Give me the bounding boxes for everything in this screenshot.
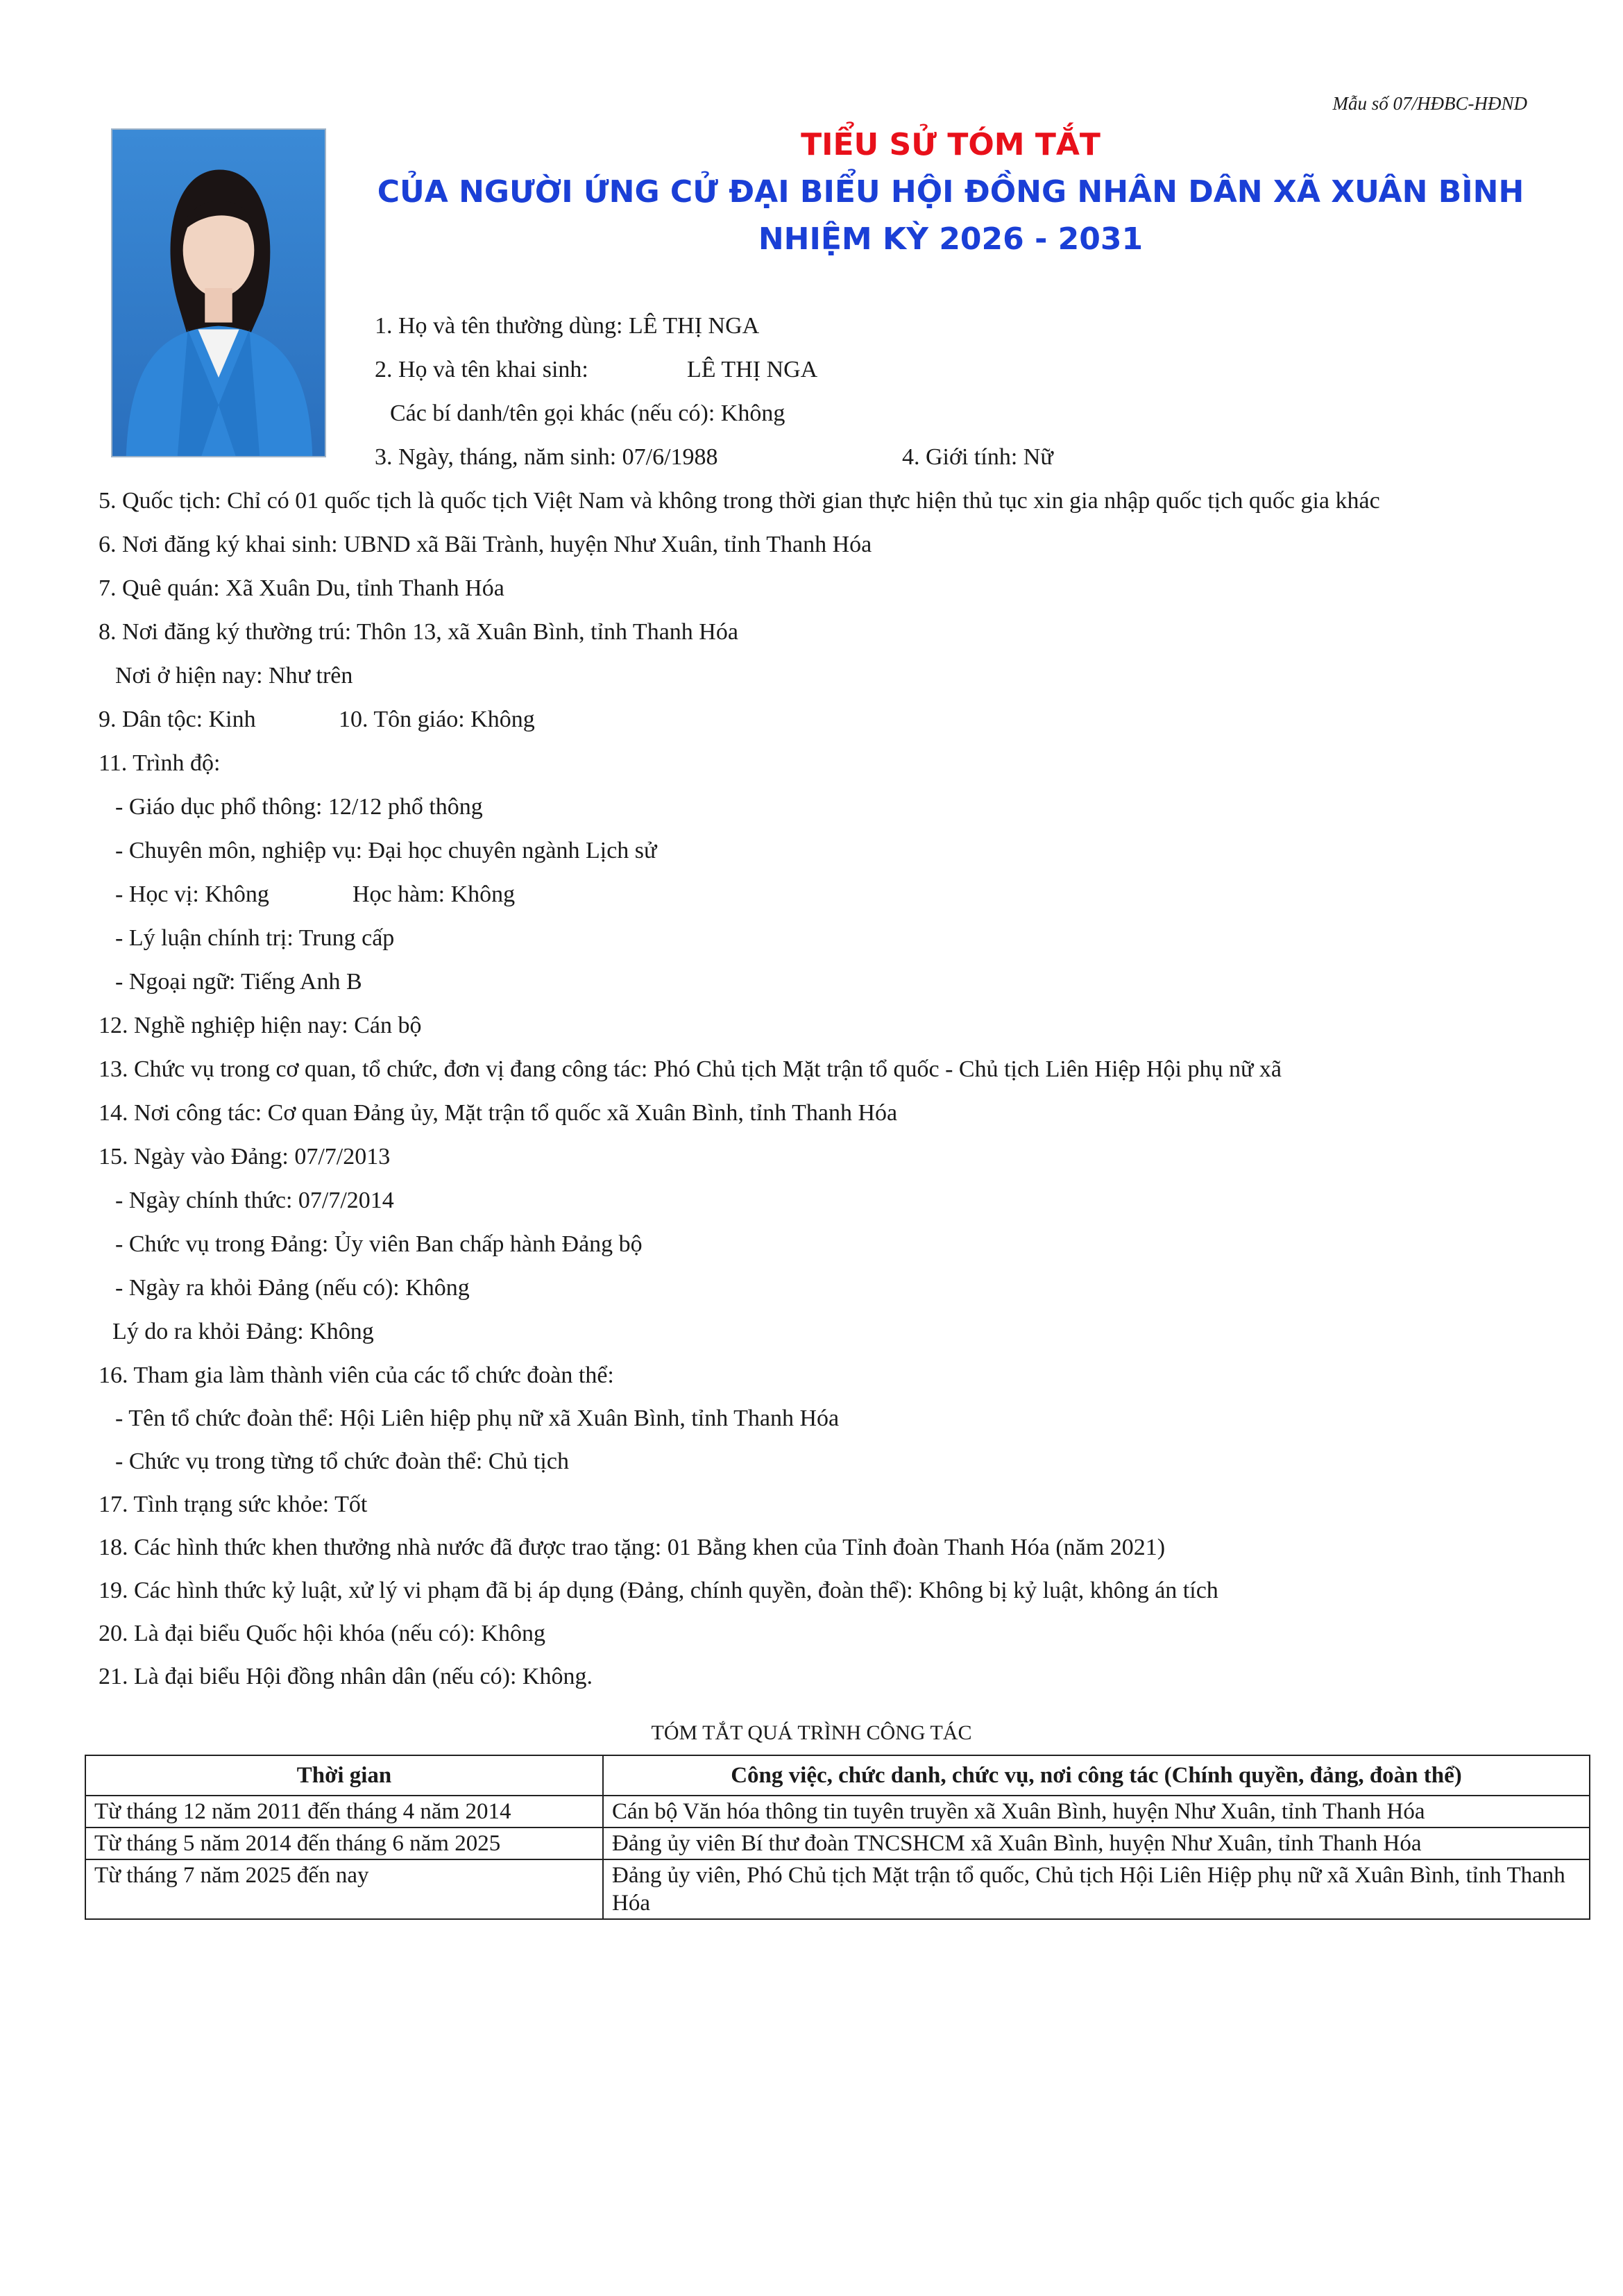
cell-work: Cán bộ Văn hóa thông tin tuyên truyền xã Xuân Bình, huyện Như Xuân, tỉnh Thanh Hóa (603, 1796, 1590, 1827)
field-general-education: - Giáo dục phổ thông: 12/12 phổ thông (115, 794, 483, 820)
field-party-join-date: 15. Ngày vào Đảng: 07/7/2013 (99, 1144, 391, 1170)
field-permanent-residence: 8. Nơi đăng ký thường trú: Thôn 13, xã Xuân Bình, tỉnh Thanh Hóa (99, 619, 738, 645)
field-nationality: 5. Quốc tịch: Chỉ có 01 quốc tịch là quốc tịch Việt Nam và không trong thời gian thực hiện thủ tục xin gia nhập quốc tịch quốc gia khác (99, 488, 1380, 514)
header-work: Công việc, chức danh, chức vụ, nơi công tác (Chính quyền, đảng, đoàn thể) (603, 1755, 1590, 1796)
field-specialization: - Chuyên môn, nghiệp vụ: Đại học chuyên ngành Lịch sử (115, 838, 657, 863)
field-party-position: - Chức vụ trong Đảng: Ủy viên Ban chấp hành Đảng bộ (115, 1231, 643, 1257)
work-history-table (85, 1755, 1590, 1920)
field-organizations-heading: 16. Tham gia làm thành viên của các tổ chức đoàn thể: (99, 1362, 614, 1388)
field-awards: 18. Các hình thức khen thưởng nhà nước đã được trao tặng: 01 Bằng khen của Tỉnh đoàn Thanh Hóa (năm 2021) (99, 1535, 1166, 1560)
field-academic-title: Học hàm: Không (352, 881, 516, 907)
work-history-caption: TÓM TẮT QUÁ TRÌNH CÔNG TÁC (651, 1721, 972, 1744)
field-workplace: 14. Nơi công tác: Cơ quan Đảng ủy, Mặt trận tổ quốc xã Xuân Bình, tỉnh Thanh Hóa (99, 1100, 898, 1126)
table-row (85, 1827, 1590, 1859)
title-term: NHIỆM KỲ 2026 - 2031 (758, 221, 1144, 257)
field-degree: - Học vị: Không (115, 881, 269, 907)
field-position: 13. Chức vụ trong cơ quan, tổ chức, đơn vị đang công tác: Phó Chủ tịch Mặt trận tổ quốc - Chủ tịch Liên Hiệp Hội phụ nữ xã (99, 1056, 1282, 1082)
field-hometown: 7. Quê quán: Xã Xuân Du, tỉnh Thanh Hóa (99, 575, 504, 601)
field-organization-role: - Chức vụ trong từng tổ chức đoàn thể: Chủ tịch (115, 1449, 569, 1474)
field-religion: 10. Tôn giáo: Không (339, 707, 535, 732)
field-common-name: 1. Họ và tên thường dùng: LÊ THỊ NGA (375, 313, 760, 339)
field-ethnicity: 9. Dân tộc: Kinh (99, 707, 256, 732)
field-gender: 4. Giới tính: Nữ (902, 444, 1053, 470)
table-row (85, 1796, 1590, 1827)
field-party-official-date: - Ngày chính thức: 07/7/2014 (115, 1188, 394, 1213)
field-occupation: 12. Nghề nghiệp hiện nay: Cán bộ (99, 1013, 422, 1038)
cell-work: Đảng ủy viên Bí thư đoàn TNCSHCM xã Xuân Bình, huyện Như Xuân, tỉnh Thanh Hóa (603, 1827, 1590, 1859)
field-health: 17. Tình trạng sức khỏe: Tốt (99, 1492, 368, 1517)
field-peoples-council: 21. Là đại biểu Hội đồng nhân dân (nếu có): Không. (99, 1664, 593, 1689)
field-birth-registration: 6. Nơi đăng ký khai sinh: UBND xã Bãi Trành, huyện Như Xuân, tỉnh Thanh Hóa (99, 532, 872, 557)
portrait-photo (111, 128, 326, 457)
table-header-row (85, 1755, 1590, 1796)
field-discipline: 19. Các hình thức kỷ luật, xử lý vi phạm đã bị áp dụng (Đảng, chính quyền, đoàn thể): Không bị kỷ luật, không án tích (99, 1578, 1218, 1603)
field-birth-name-label: 2. Họ và tên khai sinh: (375, 357, 588, 382)
field-foreign-language: - Ngoại ngữ: Tiếng Anh B (115, 969, 362, 995)
field-party-exit-date: - Ngày ra khỏi Đảng (nếu có): Không (115, 1275, 470, 1301)
cell-time: Từ tháng 12 năm 2011 đến tháng 4 năm 2014 (85, 1796, 603, 1827)
field-aliases: Các bí danh/tên gọi khác (nếu có): Không (390, 400, 785, 426)
field-birth-name-value: LÊ THỊ NGA (687, 357, 818, 382)
title-main: TIỂU SỬ TÓM TẮT (801, 127, 1101, 162)
field-education-heading: 11. Trình độ: (99, 750, 221, 776)
form-number: Mẫu số 07/HĐBC-HĐND (1332, 93, 1527, 114)
cell-work: Đảng ủy viên, Phó Chủ tịch Mặt trận tổ quốc, Chủ tịch Hội Liên Hiệp phụ nữ xã Xuân Bình, tỉnh Thanh Hóa (603, 1859, 1590, 1919)
field-national-assembly: 20. Là đại biểu Quốc hội khóa (nếu có): Không (99, 1621, 545, 1646)
field-current-residence: Nơi ở hiện nay: Như trên (115, 663, 353, 689)
title-subtitle: CỦA NGƯỜI ỨNG CỬ ĐẠI BIỂU HỘI ĐỒNG NHÂN DÂN XÃ XUÂN BÌNH (377, 174, 1524, 210)
cell-time: Từ tháng 5 năm 2014 đến tháng 6 năm 2025 (85, 1827, 603, 1859)
field-party-exit-reason: Lý do ra khỏi Đảng: Không (112, 1319, 374, 1344)
field-political-theory: - Lý luận chính trị: Trung cấp (115, 925, 395, 951)
cell-time: Từ tháng 7 năm 2025 đến nay (85, 1859, 603, 1919)
field-birth-date: 3. Ngày, tháng, năm sinh: 07/6/1988 (375, 444, 718, 470)
table-row (85, 1859, 1590, 1919)
header-time: Thời gian (85, 1755, 603, 1796)
field-organization-name: - Tên tổ chức đoàn thể: Hội Liên hiệp phụ nữ xã Xuân Bình, tỉnh Thanh Hóa (115, 1406, 840, 1431)
document-title (361, 125, 1540, 260)
